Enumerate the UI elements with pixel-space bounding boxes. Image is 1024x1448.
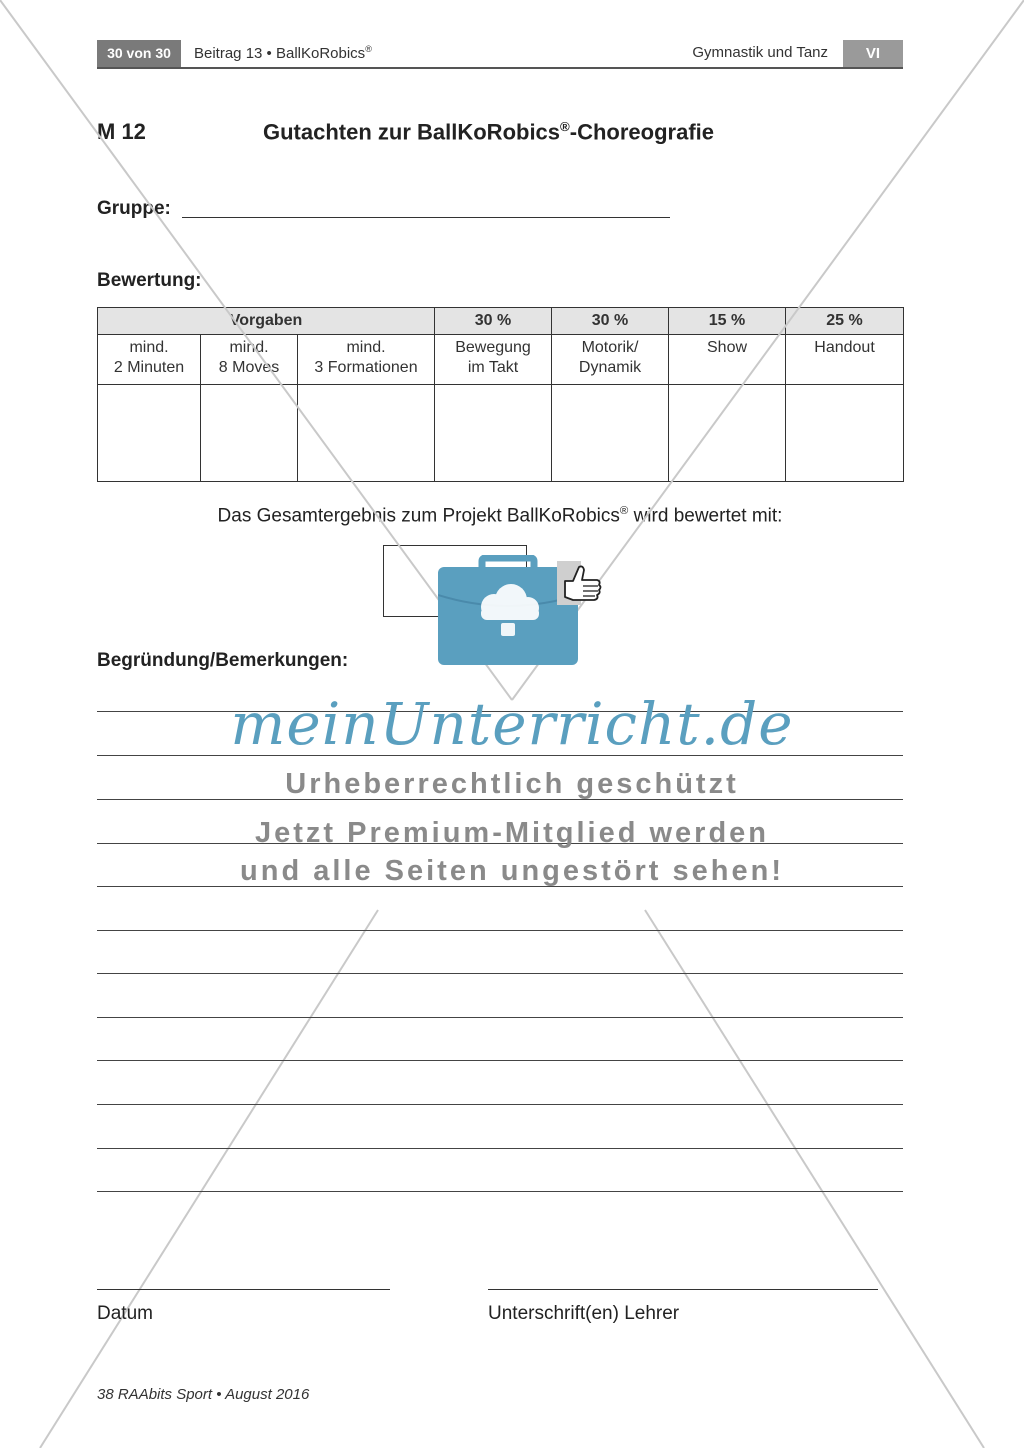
section-title: Gymnastik und Tanz — [692, 44, 828, 61]
criterion-formationen: mind. 3 Formationen — [298, 335, 435, 385]
footer-citation: 38 RAAbits Sport • August 2016 — [97, 1386, 310, 1403]
remarks-line[interactable] — [97, 1191, 903, 1192]
remarks-line[interactable] — [97, 973, 903, 974]
page-indicator: 30 von 30 — [97, 40, 181, 67]
criterion-bewegung: Bewegung im Takt — [435, 335, 552, 385]
page-title: Gutachten zur BallKoRobics®-Choreografie — [263, 119, 715, 145]
thumbs-up-icon — [557, 561, 603, 605]
bewertung-label: Bewertung: — [97, 270, 202, 291]
gruppe-label: Gruppe: — [97, 198, 171, 219]
header-vorgaben: Vorgaben — [98, 308, 435, 335]
criterion-minuten: mind. 2 Minuten — [98, 335, 201, 385]
header-weight-handout: 25 % — [786, 308, 904, 335]
header-weight-show: 15 % — [669, 308, 786, 335]
unit-badge: VI — [843, 40, 903, 67]
remarks-line[interactable] — [97, 1104, 903, 1105]
watermark-premium-line1: Jetzt Premium-Mitglied werden — [254, 817, 769, 849]
header-weight-bewegung: 30 % — [435, 308, 552, 335]
remarks-line[interactable] — [97, 1017, 903, 1018]
watermark-premium-line2: und alle Seiten ungestört sehen! — [240, 855, 784, 887]
criterion-moves: mind. 8 Moves — [201, 335, 298, 385]
criterion-motorik: Motorik/ Dynamik — [552, 335, 669, 385]
remarks-line[interactable] — [97, 1060, 903, 1061]
result-sentence: Das Gesamtergebnis zum Projekt BallKoRobics® wird bewertet mit: — [217, 505, 783, 527]
worksheet-label: M 12 — [97, 119, 146, 144]
watermark-brand: meinUnterricht.de — [230, 690, 794, 758]
remarks-line[interactable] — [97, 1148, 903, 1149]
beitrag-title: Beitrag 13 • BallKoRobics® — [194, 44, 372, 62]
signature-line[interactable] — [488, 1289, 878, 1290]
remarks-label: Begründung/Bemerkungen: — [97, 650, 349, 671]
date-line[interactable] — [97, 1289, 390, 1290]
signature-label: Unterschrift(en) Lehrer — [488, 1303, 680, 1324]
criterion-handout: Handout — [786, 335, 904, 385]
remarks-line[interactable] — [97, 930, 903, 931]
criterion-show: Show — [669, 335, 786, 385]
watermark-copyright: Urheberrechtlich geschützt — [285, 768, 739, 800]
date-label: Datum — [97, 1303, 153, 1324]
header-weight-motorik: 30 % — [552, 308, 669, 335]
